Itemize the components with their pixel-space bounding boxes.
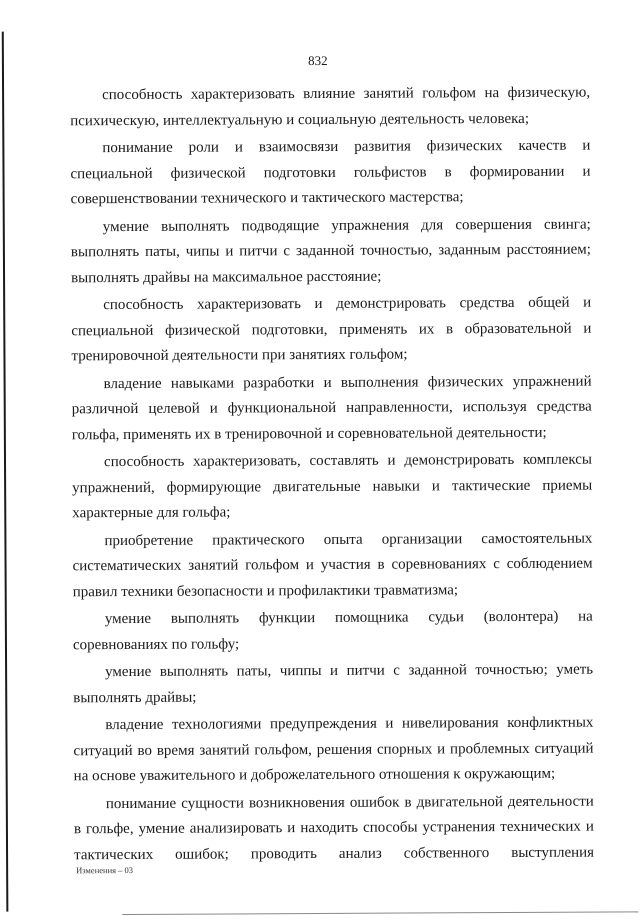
- footer-note: Изменения – 03: [76, 864, 134, 876]
- paragraph: понимание роли и взаимосвязи развития физических качеств и специальной физической подготовки гольфистов в формировании и совершенствовании технического и тактического мастерства;: [70, 137, 591, 208]
- paragraph: способность характеризовать влияние занятий гольфом на физическую, психическую, интеллектуальную и социальную деятельность человека;: [70, 84, 591, 129]
- paragraph: владение навыками разработки и выполнения физических упражнений различной целевой и функциональной направленности, используя средства гольфа, применять их в тренировочной и соревновательной деятельности;: [71, 373, 592, 443]
- paragraph: владение технологиями предупреждения и нивелирования конфликтных ситуаций во время занятий гольфом, решения спорных и проблемных ситуаций на основе уважительного и доброжелательного отношения к окружающим;: [73, 714, 594, 785]
- paragraph: способность характеризовать и демонстрировать средства общей и специальной физической подготовки, применять их в образовательной и тренировочной деятельности при занятиях гольфом;: [71, 294, 592, 365]
- page-number: 832: [308, 52, 328, 69]
- scan-edge-left: [2, 32, 9, 912]
- paragraph: умение выполнять паты, чиппы и питчи с заданной точностью; уметь выполнять драйвы;: [73, 661, 594, 706]
- paragraph: способность характеризовать, составлять и демонстрировать комплексы упражнений, формирующие двигательные навыки и тактические приемы характерные для гольфа;: [72, 451, 593, 522]
- paragraph: умение выполнять функции помощника судьи (волонтера) на соревнованиях по гольфу;: [72, 608, 593, 653]
- body-text: [70, 81, 594, 871]
- paragraph: умение выполнять подводящие упражнения для совершения свинга; выполнять паты, чипы и питчи с заданной точностью, заданным расстоянием; выполнять драйвы на максимальное расстояние;: [70, 216, 591, 286]
- scan-edge-bottom: [122, 911, 638, 915]
- paragraph: понимание сущности возникновения ошибок в двигательной деятельности в гольфе, умение анализировать и находить способы устранения технических и тактических ошибок; проводить анализ собственного выступления: [73, 793, 595, 863]
- paragraph: приобретение практического опыта организации самостоятельных систематических занятий гольфом и участия в соревнованиях с соблюдением правил техники безопасности и профилактики травматизма;: [72, 530, 593, 600]
